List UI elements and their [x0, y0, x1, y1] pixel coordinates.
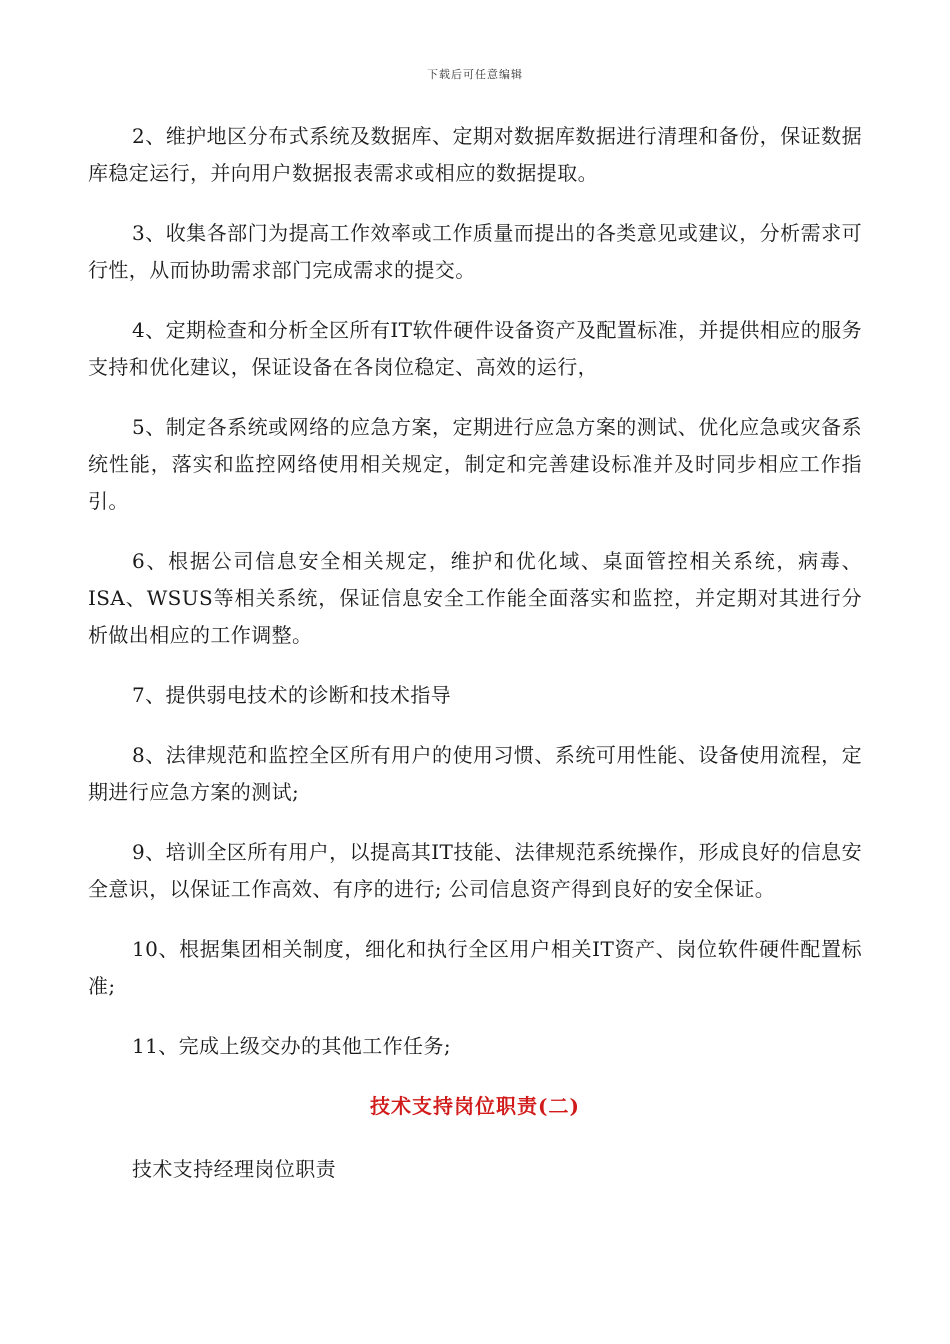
section-subtitle: 技术支持经理岗位职责 — [132, 1157, 336, 1181]
duty-item-10: 10、根据集团相关制度，细化和执行全区用户相关IT资产、岗位软件硬件配置标准; — [88, 937, 862, 998]
section-title: 技术支持岗位职责(二) — [370, 1094, 580, 1118]
duty-item-9: 9、培训全区所有用户，以提高其IT技能、法律规范系统操作，形成良好的信息安全意识，以保证工作高效、有序的进行; 公司信息资产得到良好的安全保证。 — [88, 840, 862, 901]
duty-item-8: 8、法律规范和监控全区所有用户的使用习惯、系统可用性能、设备使用流程，定期进行应急方案的测试; — [88, 743, 862, 804]
duty-item-3: 3、收集各部门为提高工作效率或工作质量而提出的各类意见或建议，分析需求可行性，从而协助需求部门完成需求的提交。 — [88, 221, 862, 282]
duty-item-5: 5、制定各系统或网络的应急方案，定期进行应急方案的测试、优化应急或灾备系统性能，落实和监控网络使用相关规定，制定和完善建设标准并及时同步相应工作指引。 — [88, 415, 862, 513]
header-note: 下载后可任意编辑 — [427, 68, 523, 81]
duty-item-7: 7、提供弱电技术的诊断和技术指导 — [132, 683, 452, 707]
duty-item-11: 11、完成上级交办的其他工作任务; — [132, 1034, 451, 1058]
duty-item-4: 4、定期检查和分析全区所有IT软件硬件设备资产及配置标准，并提供相应的服务支持和优化建议，保证设备在各岗位稳定、高效的运行， — [88, 318, 862, 379]
duty-item-2: 2、维护地区分布式系统及数据库、定期对数据库数据进行清理和备份，保证数据库稳定运行，并向用户数据报表需求或相应的数据提取。 — [88, 124, 862, 185]
document-body — [88, 118, 862, 1211]
duty-item-6: 6、根据公司信息安全相关规定，维护和优化域、桌面管控相关系统，病毒、ISA、WSUS等相关系统，保证信息安全工作能全面落实和监控，并定期对其进行分析做出相应的工作调整。 — [88, 549, 862, 647]
